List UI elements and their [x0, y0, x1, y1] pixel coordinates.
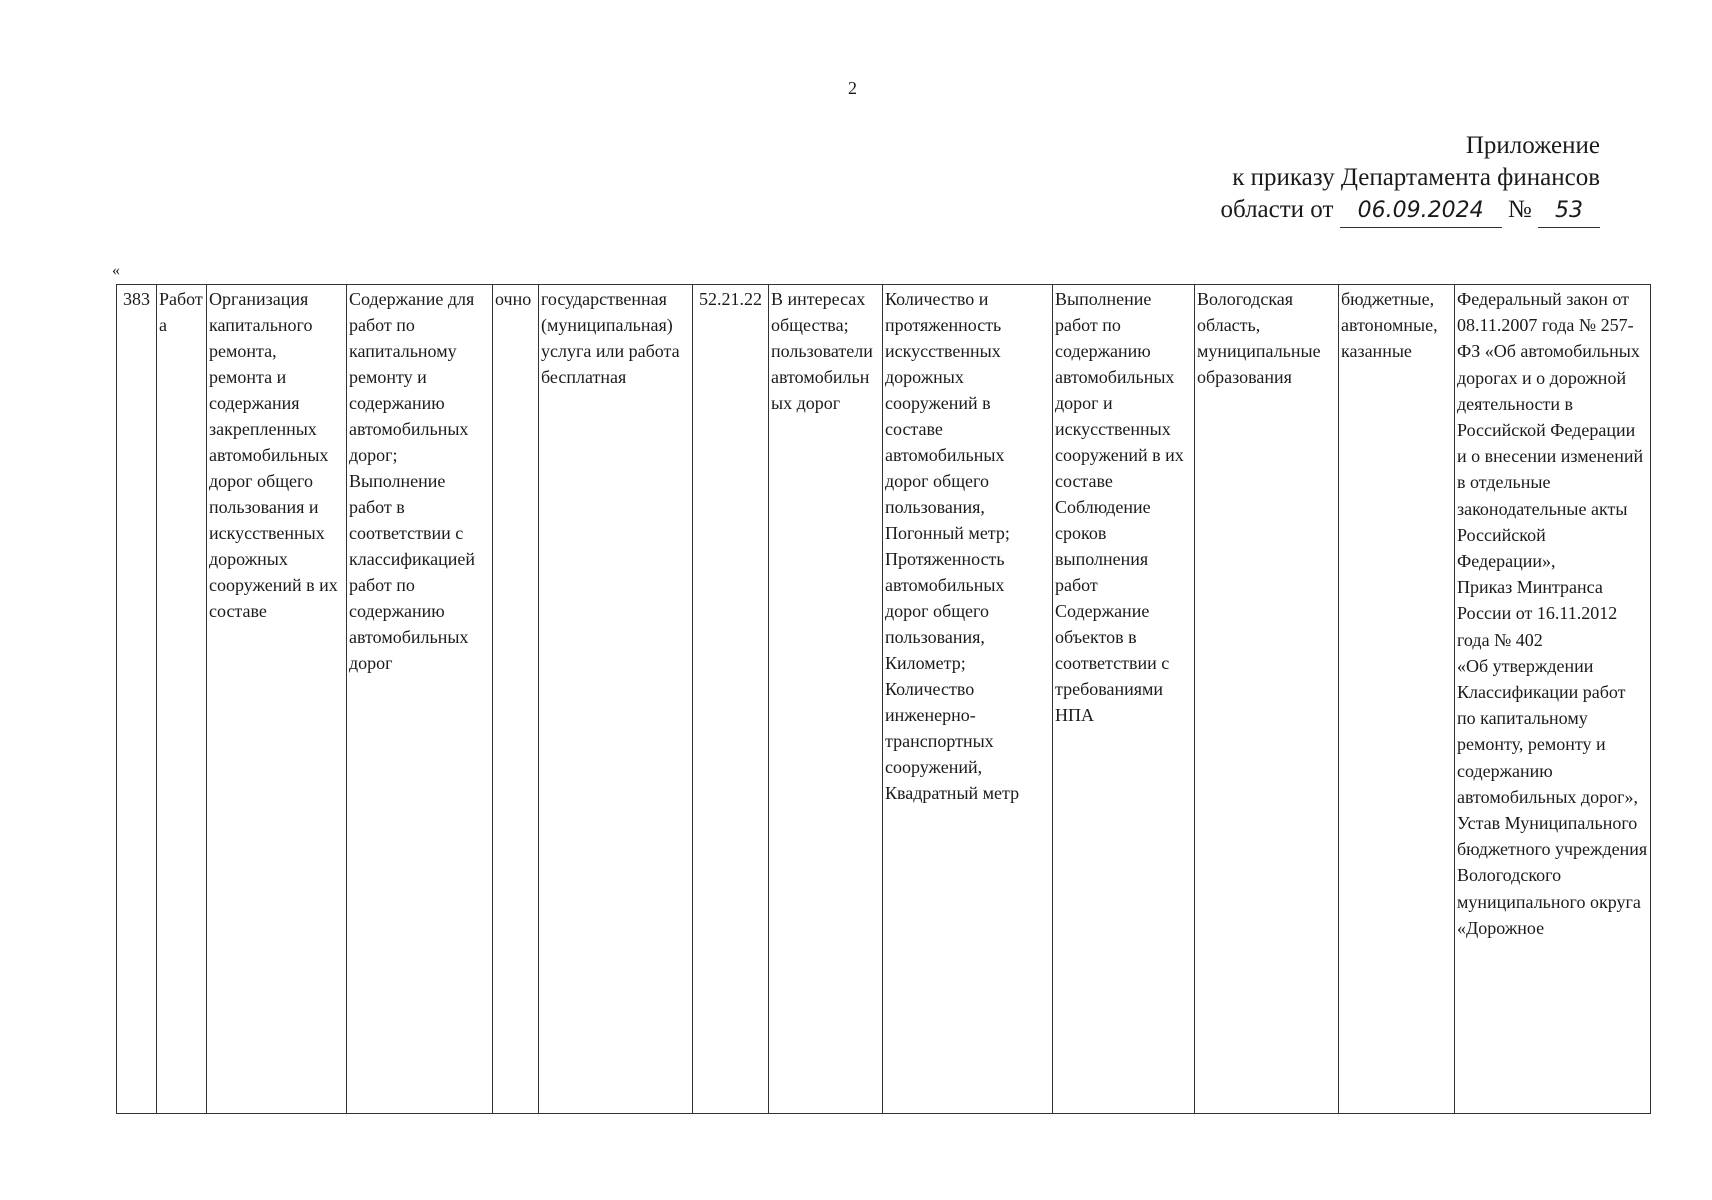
page-number: 2	[848, 78, 857, 98]
cell-form: очно	[493, 285, 539, 1114]
appendix-date-line	[1220, 194, 1600, 228]
cell-institution-types: бюджетные, автономные, казанные	[1339, 285, 1455, 1114]
appendix-date-prefix: области от	[1220, 196, 1334, 223]
cell-volume-indicators: Количество и протяженность искусственных дорожных сооружений в составе автомобильных дорог общего пользования, Погонный метр; Протяженность автомобильных дорог общего пользования, Километр; Количество инженерно-транспортных сооружений, Квадратный метр	[883, 285, 1053, 1114]
cell-service-name: Организация капитального ремонта, ремонта и содержания закрепленных автомобильных дорог общего пользования и искусственных дорожных сооружений в их составе	[207, 285, 347, 1114]
cell-type: Работа	[157, 285, 207, 1114]
appendix-header	[1220, 130, 1600, 228]
appendix-title: Приложение	[1465, 132, 1600, 159]
number-sign: №	[1507, 196, 1532, 223]
handwritten-date: 06.09.2024	[1340, 195, 1502, 228]
cell-category: государственная (муниципальная) услуга или работа бесплатная	[539, 285, 693, 1114]
handwritten-number: 53	[1538, 195, 1600, 228]
opening-quote: «	[112, 262, 120, 279]
cell-quality-indicators: Выполнение работ по содержанию автомобильных дорог и искусственных сооружений в их составе Соблюдение сроков выполнения работ Содержание объектов в соответствии с требованиями НПА	[1053, 285, 1195, 1114]
services-table	[116, 284, 1651, 1114]
cell-legal-basis: Федеральный закон от 08.11.2007 года № 257-ФЗ «Об автомобильных дорогах и о дорожной деятельности в Российской Федерации и о внесении изменений в отдельные законодательные акты Российской Федерации», Приказ Минтранса России от 16.11.2012 года № 402 «Об утверждении Классификации работ по капитальному ремонту, ремонту и содержанию автомобильных дорог», Устав Муниципального бюджетного учреждения Вологодского муниципального округа «Дорожное	[1455, 285, 1651, 1114]
table-row	[117, 285, 1651, 1114]
cell-content: Содержание для работ по капитальному ремонту и содержанию автомобильных дорог; Выполнение работ в соответствии с классификацией работ по содержанию автомобильных дорог	[347, 285, 493, 1114]
cell-consumers: В интересах общества; пользователи автомобильных дорог	[769, 285, 883, 1114]
cell-territory: Вологодская область, муниципальные образования	[1195, 285, 1339, 1114]
appendix-order-line: к приказу Департамента финансов	[1232, 164, 1600, 191]
cell-okved-code: 52.21.22	[693, 285, 769, 1114]
cell-row-number: 383	[117, 285, 157, 1114]
